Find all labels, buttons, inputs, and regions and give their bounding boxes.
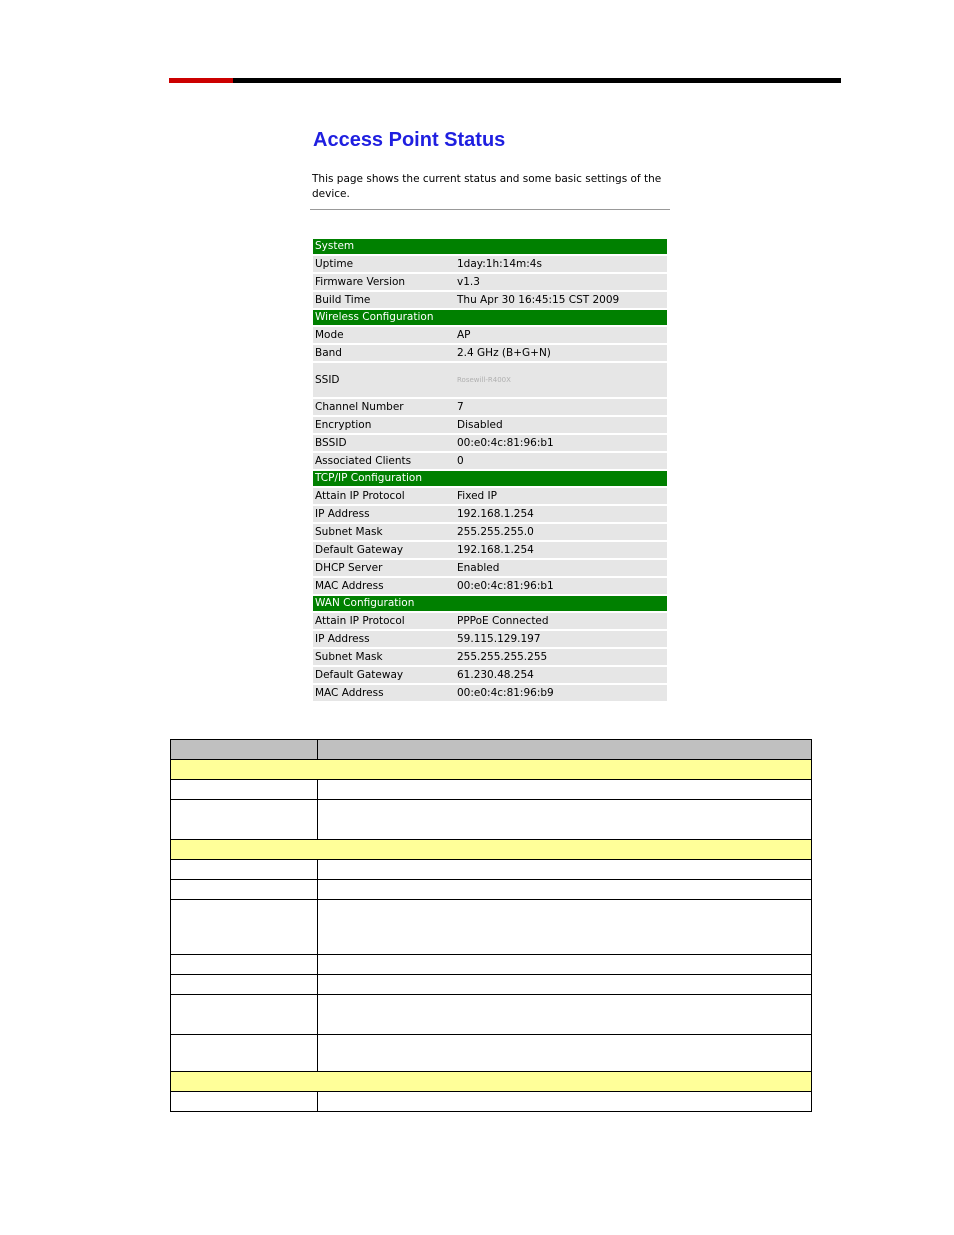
row-encryption <box>313 417 667 433</box>
description-cell <box>318 880 812 900</box>
row-subnet-mask <box>313 524 667 540</box>
page-title: Access Point Status <box>313 129 506 151</box>
description-cell <box>318 955 812 975</box>
row-label: Default Gateway <box>313 667 455 683</box>
reference-row <box>171 800 812 840</box>
row-value: AP <box>455 327 667 343</box>
row-value: Fixed IP <box>455 488 667 504</box>
reference-row <box>171 955 812 975</box>
label-cell <box>171 995 318 1035</box>
row-value: 192.168.1.254 <box>455 542 667 558</box>
header-rule-black <box>233 78 841 83</box>
reference-row <box>171 1092 812 1112</box>
row-uptime <box>313 256 667 272</box>
label-cell <box>171 1092 318 1112</box>
row-value: 1day:1h:14m:4s <box>455 256 667 272</box>
reference-row <box>171 975 812 995</box>
row-dhcp-server <box>313 560 667 576</box>
row-label: Attain IP Protocol <box>313 613 455 629</box>
row-label: Mode <box>313 327 455 343</box>
reference-header-row <box>171 740 812 760</box>
row-value: 0 <box>455 453 667 469</box>
description-cell <box>318 900 812 955</box>
reference-row <box>171 1035 812 1072</box>
label-cell <box>171 1035 318 1072</box>
label-cell <box>171 860 318 880</box>
row-value: PPPoE Connected <box>455 613 667 629</box>
row-label: Build Time <box>313 292 455 308</box>
section-header-system <box>313 239 667 254</box>
reference-row <box>171 860 812 880</box>
description-cell <box>318 1092 812 1112</box>
section-header-wireless <box>313 310 667 325</box>
reference-row <box>171 900 812 955</box>
description-divider <box>310 209 670 210</box>
section-title: TCP/IP Configuration <box>313 471 667 486</box>
row-label: MAC Address <box>313 685 455 701</box>
row-band <box>313 345 667 361</box>
row-label: Attain IP Protocol <box>313 488 455 504</box>
section-title: WAN Configuration <box>313 596 667 611</box>
row-mac-address <box>313 578 667 594</box>
row-value: Disabled <box>455 417 667 433</box>
row-value: 00:e0:4c:81:96:b1 <box>455 578 667 594</box>
row-value: 255.255.255.255 <box>455 649 667 665</box>
reference-row <box>171 780 812 800</box>
row-wan-subnet-mask <box>313 649 667 665</box>
row-label: Default Gateway <box>313 542 455 558</box>
row-label: Channel Number <box>313 399 455 415</box>
row-value: 255.255.255.0 <box>455 524 667 540</box>
row-label: DHCP Server <box>313 560 455 576</box>
row-label: Band <box>313 345 455 361</box>
description-cell <box>318 1035 812 1072</box>
row-value: Rosewill-R400X <box>455 363 667 397</box>
label-cell <box>171 880 318 900</box>
section-title: Wireless Configuration <box>313 310 667 325</box>
row-firmware-version <box>313 274 667 290</box>
row-value: 59.115.129.197 <box>455 631 667 647</box>
description-cell <box>318 780 812 800</box>
row-value: 2.4 GHz (B+G+N) <box>455 345 667 361</box>
row-wan-attain-ip-protocol <box>313 613 667 629</box>
reference-table <box>170 739 812 1112</box>
row-label: Firmware Version <box>313 274 455 290</box>
row-value: 61.230.48.254 <box>455 667 667 683</box>
section-title: System <box>313 239 667 254</box>
section-cell <box>171 760 812 780</box>
row-wan-mac-address <box>313 685 667 701</box>
description-cell <box>318 975 812 995</box>
header-rule-red <box>169 78 233 83</box>
row-label: Associated Clients <box>313 453 455 469</box>
description-cell <box>318 995 812 1035</box>
row-wan-ip-address <box>313 631 667 647</box>
label-cell <box>171 975 318 995</box>
header-cell <box>171 740 318 760</box>
row-associated-clients <box>313 453 667 469</box>
row-label: IP Address <box>313 506 455 522</box>
row-value: Thu Apr 30 16:45:15 CST 2009 <box>455 292 667 308</box>
row-value: 00:e0:4c:81:96:b9 <box>455 685 667 701</box>
label-cell <box>171 900 318 955</box>
row-ssid <box>313 363 667 397</box>
row-label: SSID <box>313 363 455 397</box>
row-ip-address <box>313 506 667 522</box>
row-default-gateway <box>313 542 667 558</box>
reference-row <box>171 880 812 900</box>
row-value: 00:e0:4c:81:96:b1 <box>455 435 667 451</box>
row-label: IP Address <box>313 631 455 647</box>
row-value: 7 <box>455 399 667 415</box>
label-cell <box>171 800 318 840</box>
reference-section-row <box>171 760 812 780</box>
row-value: 192.168.1.254 <box>455 506 667 522</box>
section-header-tcpip <box>313 471 667 486</box>
row-label: Encryption <box>313 417 455 433</box>
row-bssid <box>313 435 667 451</box>
row-value: Enabled <box>455 560 667 576</box>
section-header-wan <box>313 596 667 611</box>
row-mode <box>313 327 667 343</box>
label-cell <box>171 780 318 800</box>
section-cell <box>171 840 812 860</box>
row-label: Subnet Mask <box>313 649 455 665</box>
label-cell <box>171 955 318 975</box>
row-label: BSSID <box>313 435 455 451</box>
row-value: v1.3 <box>455 274 667 290</box>
row-build-time <box>313 292 667 308</box>
reference-row <box>171 995 812 1035</box>
description-cell <box>318 800 812 840</box>
row-attain-ip-protocol <box>313 488 667 504</box>
row-label: MAC Address <box>313 578 455 594</box>
row-label: Uptime <box>313 256 455 272</box>
reference-section-row <box>171 840 812 860</box>
row-wan-default-gateway <box>313 667 667 683</box>
reference-section-row <box>171 1072 812 1092</box>
section-cell <box>171 1072 812 1092</box>
page-description: This page shows the current status and some basic settings of the device. <box>312 173 662 200</box>
row-label: Subnet Mask <box>313 524 455 540</box>
row-channel-number <box>313 399 667 415</box>
description-cell <box>318 860 812 880</box>
status-table <box>313 237 667 703</box>
header-cell <box>318 740 812 760</box>
